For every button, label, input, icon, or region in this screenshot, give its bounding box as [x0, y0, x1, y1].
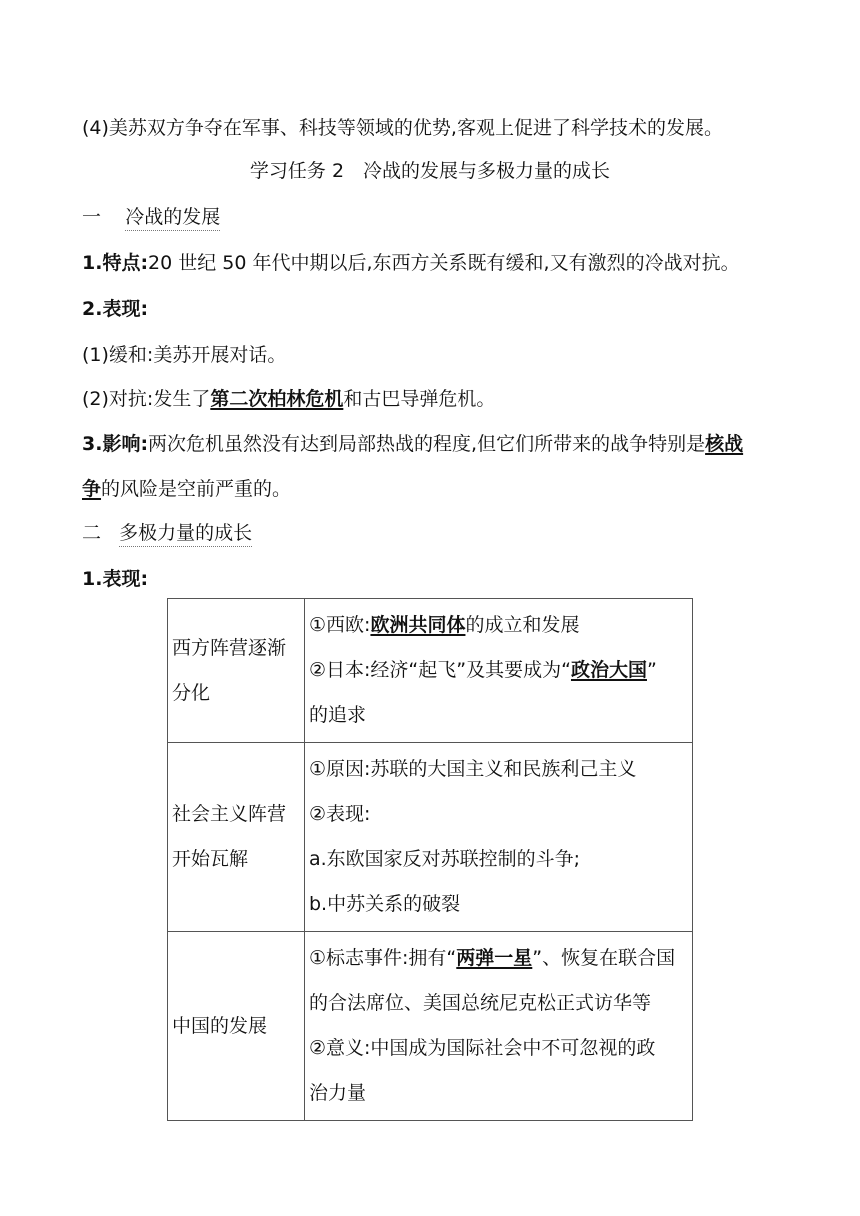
- section-heading-2: [82, 520, 252, 546]
- table-row: [168, 599, 693, 743]
- key-term: 欧洲共同体: [370, 614, 466, 636]
- section-title: 多极力量的成长: [119, 522, 252, 547]
- summary-table: [167, 598, 693, 1121]
- duikang-post: 和古巴导弹危机。: [343, 388, 496, 410]
- tedian-label: 1.特点:: [82, 252, 149, 274]
- huanhe-line: (1)缓和:美苏开展对话。: [82, 344, 287, 366]
- row-body: ①西欧:欧洲共同体的成立和发展 ②日本:经济“起飞”及其要成为“政治大国” 的追求: [305, 599, 693, 743]
- yingxiang-line-1: [82, 431, 743, 457]
- duikang-line: [82, 386, 495, 412]
- table-row: [168, 932, 693, 1121]
- key-term: 政治大国: [570, 659, 647, 681]
- task-title: 学习任务 2 冷战的发展与多极力量的成长: [249, 160, 611, 182]
- biaoxian2-label: 1.表现:: [82, 568, 149, 590]
- biaoxian-label: 2.表现:: [82, 298, 149, 320]
- tedian-text: 20 世纪 50 年代中期以后,东西方关系既有缓和,又有激烈的冷战对抗。: [148, 252, 740, 274]
- table-row: [168, 743, 693, 932]
- section-number: 二: [82, 522, 102, 544]
- duikang-pre: (2)对抗:发生了: [82, 388, 211, 410]
- row-head: 中国的发展: [168, 932, 305, 1121]
- row-head: 社会主义阵营开始瓦解: [168, 743, 305, 932]
- yingxiang-text1: 两次危机虽然没有达到局部热战的程度,但它们所带来的战争特别是: [148, 433, 706, 455]
- paragraph-p4: (4)美苏双方争夺在军事、科技等领域的优势,客观上促进了科学技术的发展。: [82, 117, 723, 139]
- section-heading-1: [82, 204, 220, 230]
- row-body: ①原因:苏联的大国主义和民族利己主义 ②表现: a.东欧国家反对苏联控制的斗争; b.中苏关系的破裂: [305, 743, 693, 932]
- yingxiang-label: 3.影响:: [82, 433, 149, 455]
- yingxiang-key2: 争: [82, 478, 102, 500]
- row-head: 西方阵营逐渐分化: [168, 599, 305, 743]
- yingxiang-key1: 核战: [705, 433, 744, 455]
- section-number: 一: [82, 206, 102, 228]
- tedian-line: [82, 250, 740, 276]
- yingxiang-line-2: [82, 476, 291, 502]
- duikang-key: 第二次柏林危机: [210, 388, 344, 410]
- yingxiang-text2: 的风险是空前严重的。: [101, 478, 292, 500]
- key-term: 两弹一星: [456, 947, 533, 969]
- section-title: 冷战的发展: [125, 206, 220, 231]
- row-body: ①标志事件:拥有“两弹一星”、恢复在联合国 的合法席位、美国总统尼克松正式访华等 ②意义:中国成为国际社会中不可忽视的政 治力量: [305, 932, 693, 1121]
